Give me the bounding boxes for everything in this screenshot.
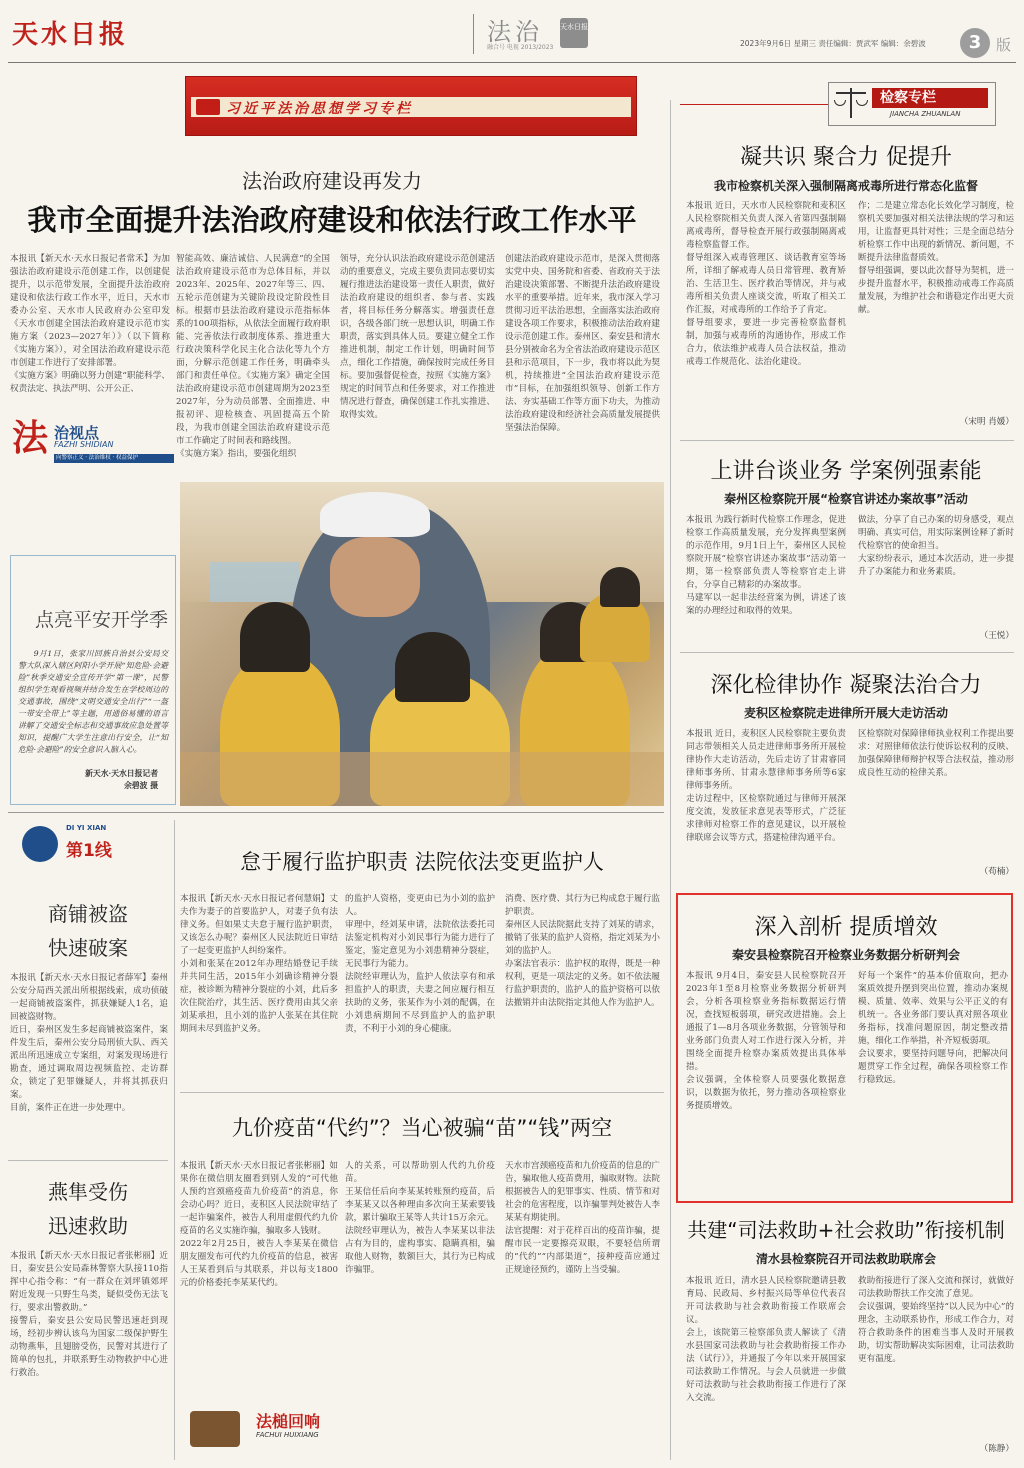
rescue-title-2: 迅速救助: [48, 1214, 128, 1238]
r4-subhead: 秦安县检察院召开检察业务数据分析研判会: [731, 948, 960, 962]
shop-title-1: 商铺被盗: [48, 902, 128, 926]
fazhi-title: 治视点: [54, 424, 100, 442]
masthead-divider: [473, 14, 474, 54]
r2-signature: [858, 630, 1014, 643]
r4-column-2: 好每一个案件“的基本价值取向，把办案质效提升摆到突出位置，推动办案规模、质量、效率、效果与公平正义的有机统一。各业务部门要认真对照各项业务指标，找准问题原因，制定整改措施，细化工作举措，补齐短板弱项。 会议要求，要坚持问题导向，把解决问题贯穿工作全过程，确保各项检察工作行稳致远。: [858, 971, 1008, 1085]
lead-column-3: 领导，充分认识法治政府建设示范创建活动的重要意义，完成主要负责同志要切实履行推进法治建设第一责任人职责，做好法治政府建设的组织者、参与者、实践者，将目标任务分解落实。增强责任意识，各级各部门统一思想认识，明确工作职责，落实到具体人员。要建立健全工作推进机制，制定工作计划，明确时间节点，细化工作措施，确保按时完成任务目标。要加强督促检查，按照《实施方案》规定的时间节点和任务要求，对工作推进情况进行督查，确保创建工作扎实推进、取得实效。: [340, 254, 495, 420]
lead-column-4: 创建法治政府建设示范市，是深入贯彻落实党中央、国务院和省委、省政府关于法治建设决策部署、不断提升法治政府建设水平的重要举措。近年来，我市深入学习贯彻习近平法治思想，全面落实法治政府建设各项工作要求，积极推动法治政府建设示范创建工作。泰州区、秦安县和清水县分别被命名为全省法治政府建设示范区县和示范项目，下一步，我市将以此为契机，持续推进“全国法治政府建设示范市”目标，在加强组织领导、创新工作方法、夯实基础工作等方面下功夫，为推动法治政府建设和经济社会高质量发展提供坚强法治保障。: [505, 254, 660, 433]
r5-column-1: 本报讯 近日，清水县人民检察院邀请县教育局、民政局、乡村振兴局等单位代表召开司法救助与社会救助衔接工作联席会议。 会上，该院第三检察部负责人解读了《清水县国家司法救助与社会救助衔接工作办法（试行）》，并通报了今年以来开展国家司法救助工作情况。与会人员就进一步做好司法救助与社会救助衔接工作进行了深入交流。: [686, 1276, 846, 1403]
masthead-rule: [8, 62, 1016, 63]
guardian-column-3: 消费、医疗费、其行为已构成怠于履行监护职责。 秦州区人民法院据此支持了刘某的请求，撤销了张某的监护人资格，指定刘某为小刘的监护人。 办案法官表示：监护权的取得，既是一种权利，更是一项法定的义务。如不依法履行监护职责的，监护人的监护资格可以依法撤销并由法院指定其他人作为监护人。: [505, 894, 660, 1008]
guardian-headline: 怠于履行监护职责 法院依法变更监护人: [240, 850, 604, 874]
sidebox-body: 9月1日，张家川回族自治县公安局交警大队深入辖区阿阳小学开展“知危险·会避险”秋季交通安全宣传开学“第一课”，民警组织学生观看视频并结合发生在学校周边的交通事故，围绕“文明交通安全出行”“一盔一带安全带上”等主题，用通俗易懂的语言讲解了交通安全标志和交通事故应急处置等知识，提醒广大学生注意出行安全，让“知危险·会避险”的安全意识入脑入心。: [18, 649, 168, 754]
fazhi-tagline: 向警察正义 · 法治维权 · 权益保护: [54, 454, 174, 463]
r5-sig-text: （陈静）: [979, 1444, 1014, 1454]
lead-kicker: 法治政府建设再发力: [242, 169, 422, 193]
vaccine-column-1: 本报讯【新天水·天水日报记者张彬丽】如果你在微信朋友圈看到别人发的“可代他人预约宫颈癌疫苗九价疫苗”的消息，你会动心吗？近日，麦积区人民法院审结了一起诈骗案件，被告人利用虚假代约九价疫苗的名义实施诈骗，骗取多人钱财。 2022年2月25日，被告人李某某在微信朋友圈发布可代约九价疫苗的信息，被害人王某看到后与其联系，并以每支1800元的价格委托李某某代约。: [180, 1161, 338, 1288]
r1-subhead: 我市检察机关深入强制隔离戒毒所进行常态化监督: [713, 179, 978, 193]
r5-signature: [858, 1443, 1014, 1456]
banner-title: 习近平法治思想学习专栏: [226, 101, 413, 117]
r3-headline: 深化检律协作 凝聚法治合力: [710, 673, 982, 698]
page-unit: 版: [996, 36, 1012, 54]
lead-column-2: 智能高效、廉洁诚信、人民满意”的全国法治政府建设示范市为总体目标，并以2023年、2025年、2027年等三、四、五轮示范创建为关键阶段设定阶段性目标。根据市县法治政府建设示范指标体系的100项指标，从依法全面履行政府职能、完善依法行政制度体系、推进重大行政决策科学化民主化合法化等九个方面，分解示范创建工作任务，明确牵头部门和责任单位。《实施方案》确定全国法治政府建设示范市创建周期为2023至2027年，分为动员部署、全面推进、申报初评、迎检核查、巩固提高五个阶段，为我市创建全国法治政府建设示范市工作确定了时间表和路线图。 《实施方案》指出，要强化组织: [176, 254, 330, 459]
r1-column-1: 本报讯 近日，天水市人民检察院和麦积区人民检察院相关负责人深入省第四强制隔离戒毒所，督导检查开展行政强制隔离戒毒检察监督工作。 督导组深入戒毒管理区、谈话教育室等场所，详细了解戒毒人员日常管理、教育矫治、生活卫生、医疗救治等情况，并与戒毒所相关负责人座谈交流，听取了相关工作汇报，对戒毒所的工作给予了肯定。 督导组要求，要进一步完善检察监督机制，加强与戒毒所的沟通协作，形成工作合力，依法维护戒毒人员合法权益，推动戒毒工作规范化、法治化建设。: [686, 201, 846, 367]
sidebox-title: 点亮平安开学季: [35, 609, 169, 631]
fazhi-shidian-logo: [12, 418, 177, 466]
vaccine-column-3: 天水市宫颈癌疫苗和九价疫苗的信息的广告，骗取他人疫苗费用，骗取财物。法院根据被告人的犯罪事实、性质、情节和对社会的危害程度，以诈骗罪判处被告人李某某有期徒刑。 法官提醒：对于花样百出的疫苗诈骗，提醒市民一定要擦亮双眼，不要轻信所谓的“代约”“内部渠道”，接种疫苗应通过正规途径预约，谨防上当受骗。: [505, 1161, 660, 1275]
fazhi-char: 法: [12, 417, 49, 459]
shop-title-2: 快速破案: [48, 936, 128, 960]
police-cap-icon: [320, 492, 430, 537]
first-line-pinyin: DI YI XIAN: [66, 824, 107, 832]
r2-column-1: 本报讯 为践行新时代检察工作理念，促进检察工作高质量发展，充分发挥典型案例的示范作用，9月1日上午，秦州区人民检察院开展“检察官讲述办案故事”活动第一期，第一检察部负责人等检察官走上讲台，分享自己精彩的办案故事。 马建军以一起非法经营案为例，讲述了该案的办理经过和取得的效果。: [686, 515, 846, 616]
r4-column-1: 本报讯 9月4日，秦安县人民检察院召开2023年1至8月检察业务数据分析研判会，分析各项检察业务指标数据运行情况，查找短板弱项，研究改进措施。会上通报了1—8月各项业务数据，分管领导和业务部门负责人对工作进行深入分析，并围绕全面提升检察办案质效提出具体举措。 会议强调，全体检察人员要强化数据意识，以数据为依托，努力推动各项检察业务提质增效。: [686, 971, 846, 1111]
r4-headline: 深入剖析 提质增效: [754, 915, 938, 940]
r2-column-2: 做法，分享了自己办案的切身感受，观点明确、真实可信，用实际案例诠释了新时代检察官的使命担当。 大家纷纷表示，通过本次活动，进一步提升了办案能力和业务素质。: [858, 515, 1014, 577]
special-pinyin: JIANCHA ZHUANLAN: [890, 110, 961, 118]
guardian-column-1: 本报讯【新天水·天水日报记者何慧娟】丈夫作为妻子的首要监护人，对妻子负有法律义务。但如果丈夫怠于履行监护职责，又该怎么办呢？秦州区人民法院近日审结了一起变更监护人纠纷案件。 小刘和张某在2012年办理结婚登记手续并共同生活，2015年小刘确诊精神分裂症，被诊断为精神分裂症的小刘，此后多次住院治疗，其生活、医疗费用由其父亲刘某承担，且小刘的监护人张某在其住院期间未尽到监护义务。: [180, 894, 338, 1034]
guardian-column-2: 的监护人资格，变更由已为小刘的监护人。 审理中，经刘某申请，法院依法委托司法鉴定机构对小刘民事行为能力进行了鉴定，鉴定意见为小刘患精神分裂症，无民事行为能力。 法院经审理认为，监护人依法享有和承担监护人的职责，夫妻之间应履行相互扶助的义务，张某作为小刘的配偶，在小刘患病期间不尽到监护人的监护职责，不利于小刘的身心健康。: [345, 894, 495, 1034]
section-subtitle: 融合号 电视 2013/2023: [487, 44, 554, 51]
rescue-body: 本报讯【新天水·天水日报记者张彬丽】近日，秦安县公安局森林警察大队接110指挥中心指令称：“有一群众在刘坪镇郊坪附近发现一只野生鸟类，疑似受伤无法飞行，要求出警救助。” 接警后，秦安县公安局民警迅速赶到现场，经初步辨认该鸟为国家二级保护野生动物燕隼，且翅膀受伤，民警对其进行了简单的包扎，并联系野生动物救护中心进行救治。: [10, 1251, 168, 1378]
section-rule-3: [8, 1160, 168, 1161]
scales-icon: [834, 86, 868, 122]
rescue-title-1: 燕隼受伤: [48, 1180, 128, 1204]
section-rule-1: [8, 812, 664, 813]
page-number-badge: 3: [960, 28, 990, 58]
safety-class-photo: [180, 482, 664, 806]
left-column-rule: [174, 820, 175, 1460]
fachui-pinyin: FACHUI HUIXIANG: [256, 1431, 319, 1439]
right-column-rule: [670, 100, 671, 1460]
r3-subhead: 麦积区检察院走进律所开展大走访活动: [743, 706, 948, 720]
shop-body: 本报讯【新天水·天水日报记者薛军】秦州公安分局西关派出所根据线索，成功侦破一起商铺被盗案件，抓获嫌疑人1名，追回被盗财物。 近日，秦州区发生多起商铺被盗案件，案件发生后，秦州公安分局刑侦大队、西关派出所迅速成立专案组，对案发现场进行勘查，通过调取周边视频监控、走访群众，锁定了犯罪嫌疑人，并将其抓获归案。 目前，案件正在进一步处理中。: [10, 973, 168, 1113]
newspaper-logo: 天水日报: [12, 20, 129, 50]
special-rule: [680, 104, 830, 105]
lead-headline: 我市全面提升法治政府建设和依法行政工作水平: [27, 203, 637, 237]
r1-column-2: 作；二是建立常态化长效化学习制度，检察机关要加强对相关法律法规的学习和运用，让监督更具针对性；三是全面总结分析检察工作中出现的新情况、新问题，不断提升法律监督质效。 督导组强调，要以此次督导为契机，进一步提升监督水平，积极推动戒毒工作高质量发展，为维护社会和谐稳定作出更大贡献。: [858, 201, 1014, 315]
banner-pavilion-icon: [196, 99, 220, 115]
r2-headline: 上讲台谈业务 学案例强素能: [710, 459, 982, 484]
section-badge-icon: 天水日报: [560, 18, 588, 48]
vaccine-column-2: 人的关系，可以帮助别人代约九价疫苗。 王某信任后向李某某转账预约疫苗，后李某某又以各种理由多次向王某索要钱款，累计骗取王某等人共计15万余元。 法院经审理认为，被告人李某某以非法占有为目的，虚构事实、隐瞒真相，骗取他人财物，数额巨大，其行为已构成诈骗罪。: [345, 1161, 495, 1275]
r2-sig-text: （王悦）: [979, 631, 1014, 641]
fazhi-pinyin: FAZHI SHIDIAN: [54, 440, 114, 449]
r1-headline: 凝共识 聚合力 促提升: [740, 145, 952, 170]
right-rule-1: [680, 440, 1014, 441]
date-editor-line: 2023年9月6日 星期三 责任编辑：贾武军 编辑：余碧波: [740, 39, 926, 48]
first-line-label: 第1线: [66, 841, 112, 861]
sidebox-credit: 新天水·天水日报记者 余碧波 摄: [85, 769, 158, 790]
gavel-icon: [190, 1411, 240, 1447]
fachui-title: 法槌回响: [256, 1412, 321, 1431]
r3-column-1: 本报讯 近日，麦积区人民检察院主要负责同志带领相关人员走进律师事务所开展检律协作大走访活动，先后走访了甘肃睿同律师事务所、甘肃永慧律师事务所等6家律师事务所。 走访过程中，区检察院通过与律师开展深度交流，发放征求意见表等形式，广泛征求律师对检察工作的意见建议，以开展检律联席会议等方式，搭建检律沟通平台。: [686, 729, 846, 843]
fachui-logo: [190, 1405, 340, 1455]
right-rule-2: [680, 652, 1014, 653]
motorbike-police-icon: [22, 826, 58, 862]
r3-signature: [858, 866, 1014, 879]
r2-subhead: 秦州区检察院开展“检察官讲述办案故事”活动: [724, 492, 968, 506]
r5-column-2: 救助衔接进行了深入交流和探讨，就做好司法救助帮扶工作交流了意见。 会议强调，要始终坚持“以人民为中心”的理念，主动联系协作，形成工作合力，对符合救助条件的困难当事人及时开展救助，切实帮助解决实际困难，让司法救助更有温度。: [858, 1276, 1014, 1364]
first-line-logo: [22, 822, 162, 866]
r5-headline: 共建“司法救助+社会救助”衔接机制: [687, 1218, 1005, 1242]
r1-signature: [858, 416, 1014, 429]
lead-column-1: 本报讯【新天水·天水日报记者常禾】为加强法治政府建设示范创建工作，以创建促提升，以示范带发展，全面提升法治政府建设和依法行政工作水平，近日，天水市委办公室、天水市人民政府办公室印发《天水市创建全国法治政府建设示范市实施方案（2023—2027年）》（以下简称《实施方案》），对全国法治政府建设示范市创建工作进行了安排部署。 《实施方案》明确以努力创建“职能科学、权责法定、执法严明、公开公正、: [10, 254, 170, 394]
vaccine-headline: 九价疫苗“代约”？当心被骗“苗”“钱”两空: [231, 1116, 613, 1140]
r3-sig-text: （苟楠）: [979, 867, 1014, 877]
section-rule-2: [180, 1092, 664, 1093]
r1-sig-text: （宋明 肖媛）: [959, 417, 1014, 427]
r3-column-2: 区检察院对保障律师执业权利工作提出要求：对照律师依法行使诉讼权利的反映、加强保障律师辩护权等合法权益，推动形成良性互动的检律关系。: [858, 729, 1014, 778]
special-title: 检察专栏: [880, 90, 936, 106]
section-title: 法治: [487, 18, 543, 46]
r5-subhead: 清水县检察院召开司法救助联席会: [755, 1252, 936, 1266]
